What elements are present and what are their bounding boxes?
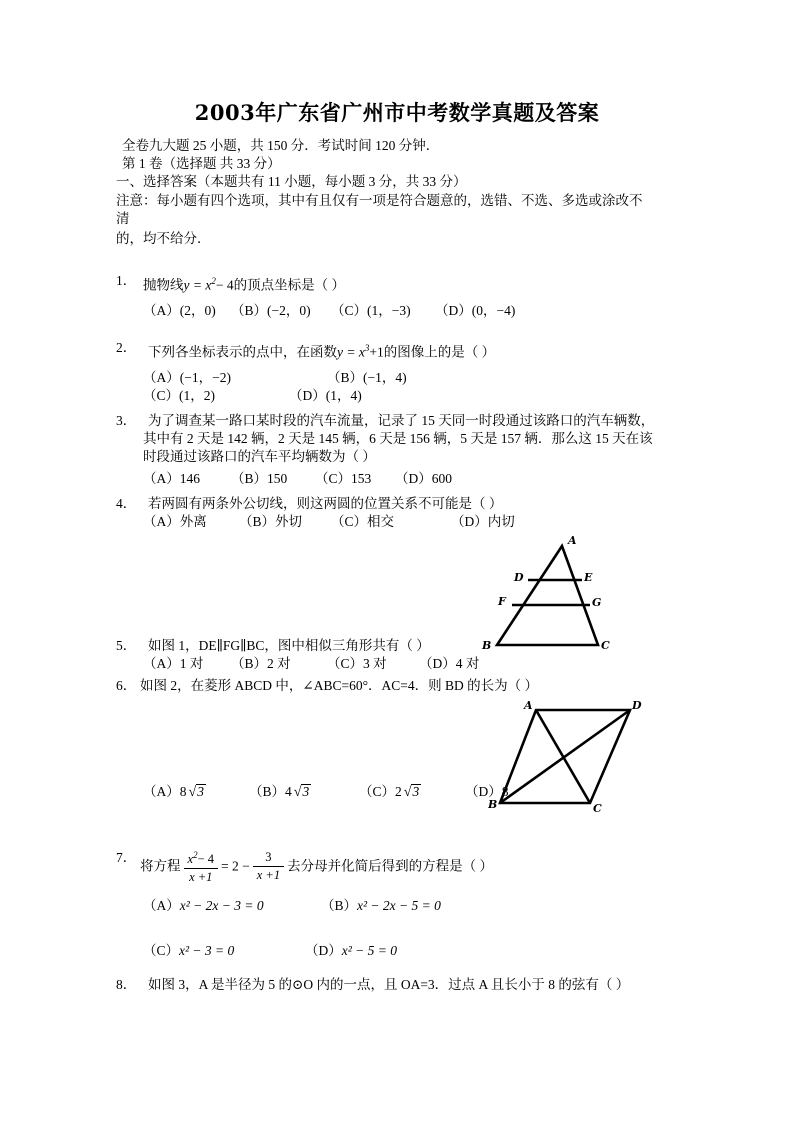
figure1-label-E: E bbox=[584, 571, 593, 584]
q1-stem-prefix: 抛物线 bbox=[143, 277, 184, 293]
figure2-label-B: B bbox=[488, 798, 498, 811]
header-line-part1: 第 1 卷（选择题 共 33 分） bbox=[122, 156, 281, 171]
q1-option-d[interactable]: （D）(0，−4) bbox=[435, 303, 516, 318]
q7-fraction-left: $\frac{x^2- 4}{x +1}$ bbox=[184, 848, 219, 885]
q1-option-c[interactable]: （C）(1，−3) bbox=[331, 303, 411, 318]
question-2-options-row2 bbox=[143, 387, 362, 405]
q6-option-b[interactable]: （B）4 √3 bbox=[249, 784, 310, 800]
figure1-label-A: A bbox=[568, 534, 577, 547]
figure1-label-C: C bbox=[601, 639, 610, 652]
question-3-options bbox=[143, 470, 452, 488]
question-4-stem: 若两圆有两条外公切线，则这两圆的位置关系不可能是（ ） bbox=[148, 496, 503, 511]
header-line-exam-info: 全卷九大题 25 小题，共 150 分．考试时间 120 分钟． bbox=[122, 138, 440, 153]
q5-option-b[interactable]: （B）2 对 bbox=[231, 656, 291, 671]
question-8-number: 8． bbox=[116, 977, 137, 992]
question-8-stem: 如图 3，A 是半径为 5 的⊙O 内的一点，且 OA=3．过点 A 且长小于 8 的弦有（ ） bbox=[148, 977, 630, 992]
q1-option-b[interactable]: （B）(−2，0) bbox=[231, 303, 311, 318]
header-line-section-one: 一、选择答案（本题共有 11 小题，每小题 3 分，共 33 分） bbox=[116, 174, 467, 189]
q3-option-b[interactable]: （B）150 bbox=[231, 471, 288, 486]
page-title: 2003年广东省广州市中考数学真题及答案 bbox=[194, 100, 600, 125]
question-5-stem: 如图 1，DE∥FG∥BC，图中相似三角形共有（ ） bbox=[148, 638, 430, 653]
question-5-options bbox=[143, 655, 479, 673]
question-7-stem bbox=[140, 849, 493, 886]
figure1-label-G: G bbox=[592, 596, 602, 609]
q1-math-base: y = x bbox=[183, 277, 212, 293]
question-5-number: 5． bbox=[116, 638, 137, 653]
q2-option-d[interactable]: （D）(1，4) bbox=[289, 388, 362, 403]
question-4-options bbox=[143, 513, 515, 531]
question-6-stem: 如图 2，在菱形 ABCD 中，∠ABC=60°．AC=4．则 BD 的长为（ ） bbox=[140, 678, 538, 693]
q2-option-b[interactable]: （B）(−1，4) bbox=[327, 370, 407, 385]
q3-option-c[interactable]: （C）153 bbox=[315, 471, 372, 486]
question-6-number: 6． bbox=[116, 678, 137, 693]
q1-math-exponent: 2 bbox=[211, 276, 216, 286]
q5-option-a[interactable]: （A）1 对 bbox=[143, 656, 204, 671]
notice-line-1: 注意：每小题有四个选项，其中有且仅有一项是符合题意的，选错、不选、多选或涂改不 bbox=[116, 193, 643, 208]
q4-option-d[interactable]: （D）内切 bbox=[451, 514, 515, 529]
q7-option-b[interactable]: （B）x² − 2x − 5 = 0 bbox=[321, 898, 441, 913]
question-7-options-row2 bbox=[143, 942, 397, 960]
q7-fraction-right: $\frac{3}{x +1}$ bbox=[253, 850, 284, 883]
figure-1-triangle bbox=[470, 528, 630, 658]
q5-option-d[interactable]: （D）4 对 bbox=[419, 656, 480, 671]
q5-option-c[interactable]: （C）3 对 bbox=[327, 656, 387, 671]
question-1-stem bbox=[143, 272, 345, 295]
question-1-options bbox=[143, 302, 515, 320]
question-3-body-line-3: 时段通过该路口的汽车平均辆数为（ ） bbox=[143, 449, 376, 464]
q2-math-base: y = x bbox=[337, 344, 365, 360]
question-7-number: 7． bbox=[116, 850, 137, 865]
q4-option-a[interactable]: （A）外离 bbox=[143, 514, 207, 529]
figure-2-rhombus bbox=[488, 698, 648, 816]
figure1-label-B: B bbox=[482, 639, 492, 652]
q7-stem-prefix: 将方程 bbox=[140, 858, 181, 874]
q4-option-b[interactable]: （B）外切 bbox=[239, 514, 303, 529]
q2-math-tail: +1 bbox=[369, 344, 384, 360]
q3-option-d[interactable]: （D）600 bbox=[395, 471, 452, 486]
q3-option-a[interactable]: （A）146 bbox=[143, 471, 200, 486]
figure2-label-D: D bbox=[632, 699, 642, 712]
notice-line-3: 的，均不给分． bbox=[116, 231, 211, 246]
q7-option-c[interactable]: （C）x² − 3 = 0 bbox=[143, 943, 235, 958]
figure1-label-F: F bbox=[498, 595, 506, 608]
question-2-options-row1 bbox=[143, 369, 407, 387]
q7-stem-suffix: 去分母并化简后得到的方程是（ ） bbox=[287, 858, 493, 874]
q1-stem-suffix: 的顶点坐标是（ ） bbox=[233, 277, 345, 293]
figure1-label-D: D bbox=[514, 571, 524, 584]
q4-option-c[interactable]: （C）相交 bbox=[331, 514, 395, 529]
question-4-number: 4． bbox=[116, 496, 137, 511]
q6-option-a[interactable]: （A）8 √3 bbox=[143, 784, 204, 800]
question-3-body-line-2: 其中有 2 天是 142 辆，2 天是 145 辆，6 天是 156 辆，5 天是 157 辆．那么这 15 天在该 bbox=[143, 431, 653, 446]
q2-stem-prefix: 下列各坐标表示的点中，在函数 bbox=[148, 344, 337, 360]
figure2-label-A: A bbox=[524, 699, 533, 712]
q7-option-a[interactable]: （A）x² − 2x − 3 = 0 bbox=[143, 898, 264, 913]
notice-line-2: 清 bbox=[116, 211, 130, 226]
q7-option-d[interactable]: （D）x² − 5 = 0 bbox=[305, 943, 398, 958]
question-3-number: 3． bbox=[116, 413, 137, 428]
figure2-label-C: C bbox=[593, 802, 602, 815]
q2-option-c[interactable]: （C）(1，2) bbox=[143, 388, 215, 403]
q1-option-a[interactable]: （A）(2，0) bbox=[143, 303, 216, 318]
q2-math-exponent: 3 bbox=[364, 343, 370, 353]
q1-math-tail: − 4 bbox=[215, 277, 234, 293]
q2-stem-suffix: 的图像上的是（ ） bbox=[383, 344, 496, 360]
question-7-options-row1 bbox=[143, 897, 441, 915]
question-2-number: 2． bbox=[116, 340, 137, 355]
q2-option-a[interactable]: （A）(−1，−2) bbox=[143, 370, 231, 385]
q6-option-c[interactable]: （C）2 √3 bbox=[359, 784, 420, 800]
question-6-options bbox=[143, 783, 509, 802]
question-3-body-line-1: 为了调查某一路口某时段的汽车流量，记录了 15 天同一时段通过该路口的汽车辆数， bbox=[148, 413, 655, 428]
q7-middle-operator: = 2 − bbox=[221, 858, 250, 874]
question-1-number: 1． bbox=[116, 273, 137, 288]
question-2-stem bbox=[148, 339, 495, 362]
q6-option-d[interactable]: （D）8 bbox=[465, 784, 509, 799]
